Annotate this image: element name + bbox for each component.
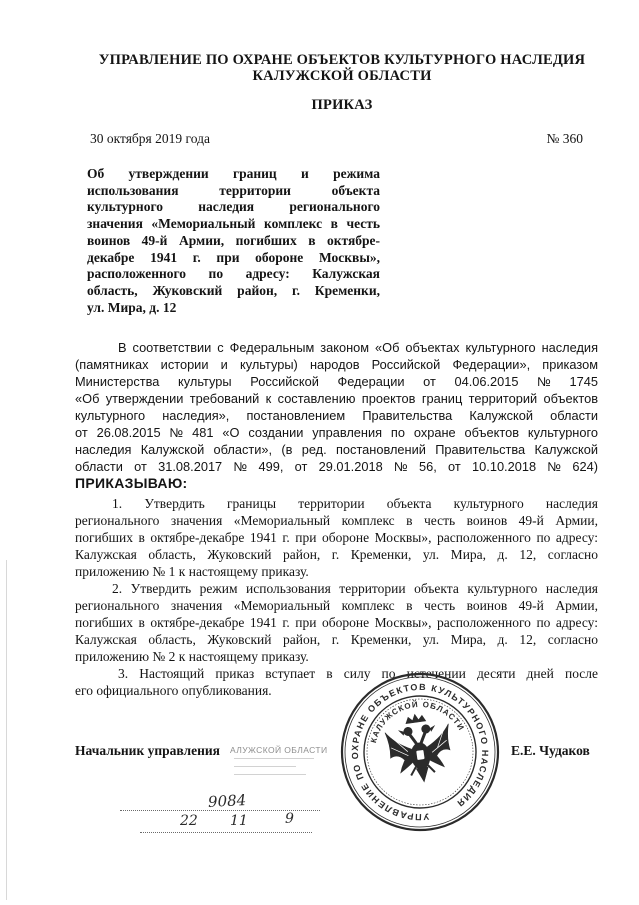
order-number: № 360 [546, 131, 583, 146]
item-2-line: Калужская область, Жуковский район, г. Кременки, ул. Мира, д. 12, согласно [75, 632, 598, 647]
authority-name-line2: КАЛУЖСКОЙ ОБЛАСТИ [252, 68, 432, 84]
title-line: значения «Мемориальный комплекс в честь [87, 216, 380, 232]
preamble-line: области от 31.08.2017 № 499, от 29.01.2018 № 56, от 10.10.2018 № 624) [75, 458, 598, 474]
handwritten-day: 22 [180, 813, 198, 829]
preamble-line: (памятниках истории и культуры) народов Российской Федерации», приказом [75, 356, 598, 372]
item-2-line: погибших в октябре-декабре 1941 г. при обороне Москвы», расположенного по адресу: [75, 615, 598, 630]
preamble-line: культурного наследия», постановлением Правительства Калужской области [75, 407, 598, 423]
document-type: ПРИКАЗ [311, 97, 373, 113]
preamble-line: В соответствии с Федеральным законом «Об объектах культурного наследия [118, 339, 598, 355]
item-1-line: приложению № 1 к настоящему приказу. [75, 564, 309, 579]
double-headed-eagle-icon [383, 710, 456, 786]
signatory-name: Е.Е. Чудаков [511, 743, 590, 758]
official-seal [338, 670, 502, 834]
registration-stamp-text: АЛУЖСКОЙ ОБЛАСТИ [230, 745, 328, 755]
item-1-line: регионального значения «Мемориальный комплекс в честь воинов 49-й Армии, [75, 513, 598, 528]
title-line: Об утверждении границ и режима [87, 166, 380, 181]
title-line: культурного наследия регионального [87, 199, 380, 215]
title-line: область, Жуковский район, г. Кременки, [87, 282, 380, 298]
seal-outer-text: УПРАВЛЕНИЕ ПО ОХРАНЕ ОБЪЕКТОВ КУЛЬТУРНОГО НАСЛЕДИЯ [349, 681, 491, 823]
handwritten-reg-number: 9084 [207, 791, 247, 811]
preamble-line: наследия Калужской области», (в ред. постановлений Правительства Калужской [75, 441, 598, 457]
title-line: воинов 49-й Армии, погибших в октябре- [87, 232, 380, 248]
preamble-line: «Об утверждении требований к составлению проектов границ территорий объектов [75, 390, 598, 406]
item-1-line: Калужская область, Жуковский район, г. Кременки, ул. Мира, д. 12, согласно [75, 547, 598, 562]
order-word: ПРИКАЗЫВАЮ: [75, 474, 188, 491]
authority-name-line1: УПРАВЛЕНИЕ ПО ОХРАНЕ ОБЪЕКТОВ КУЛЬТУРНОГО НАСЛЕДИЯ [98, 52, 586, 68]
item-1-line: 1. Утвердить границы территории объекта культурного наследия [112, 496, 598, 511]
title-line: расположенного по адресу: Калужская [87, 266, 380, 282]
item-2-line: 2. Утвердить режим использования территории объекта культурного наследия [112, 581, 598, 596]
order-date: 30 октября 2019 года [90, 131, 210, 146]
item-2-line: регионального значения «Мемориальный комплекс в честь воинов 49-й Армии, [75, 598, 598, 613]
registration-stamp [226, 741, 338, 781]
handwritten-month: 11 [230, 813, 248, 829]
preamble-line: от 26.08.2015 № 481 «О создании управления по охране объектов культурного [75, 424, 598, 440]
scan-edge-line [6, 560, 7, 900]
seal-inner-text: КАЛУЖСКОЙ ОБЛАСТИ [368, 699, 467, 744]
signatory-position: Начальник управления [75, 743, 220, 758]
item-3-line: 3. Настоящий приказ вступает в силу по истечении десяти дней после [118, 666, 598, 681]
item-2-line: приложению № 2 к настоящему приказу. [75, 649, 309, 664]
title-line: использования территории объекта [87, 182, 380, 198]
preamble-line: Министерства культуры Российской Федерации от 04.06.2015 № 1745 [75, 373, 598, 389]
title-line: ул. Мира, д. 12 [87, 299, 177, 315]
item-1-line: погибших в октябре-декабре 1941 г. при обороне Москвы», расположенного по адресу: [75, 530, 598, 545]
title-line: декабре 1941 г. при обороне Москвы», [87, 249, 380, 265]
handwritten-year: 9 [285, 811, 294, 827]
registration-date-dotted-line [140, 832, 312, 833]
item-3-line: его официального опубликования. [75, 683, 272, 698]
